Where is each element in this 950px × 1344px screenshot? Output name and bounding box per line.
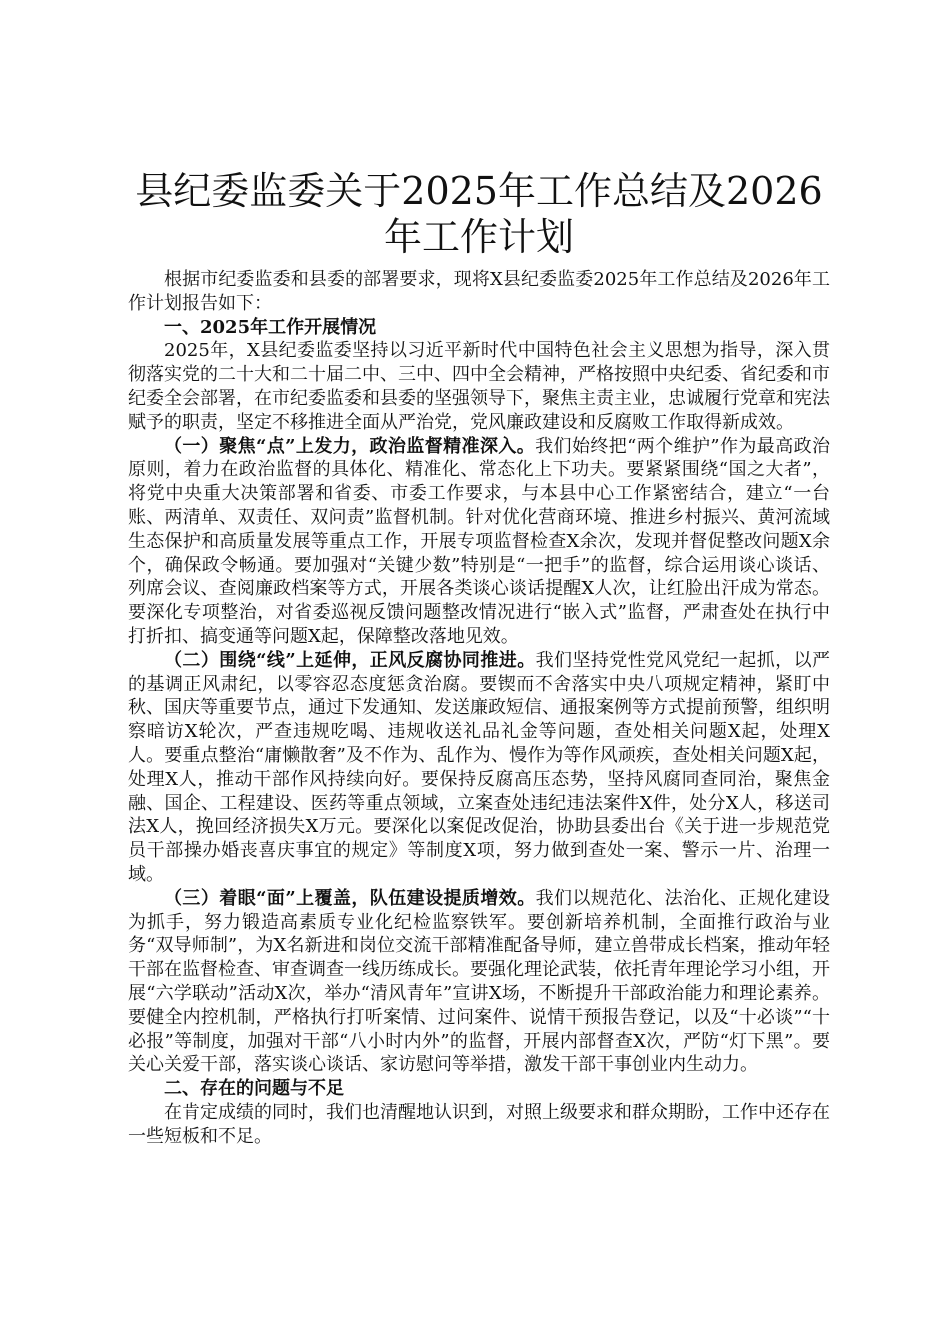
section-heading-1: 一、2025年工作开展情况 [164, 316, 377, 338]
item-paragraph-3 [128, 887, 830, 1077]
item-text-2: 我们坚持党性党风党纪一起抓，以严的基调正风肃纪，以零容忍态度惩贪治腐。要锲而不舍落实中央八项规定精神，紧盯中秋、国庆等重要节点，通过下发通知、发送廉政短信、通报案例等方式提前预警，组织明察暗访X轮次，严查违规吃喝、违规收送礼品礼金等问题，查处相关问题X起，处理X人。要重点整治“庸懒散奢”及不作为、乱作为、慢作为等作风顽疾，查处相关问题X起，处理X人，推动干部作风持续向好。要保持反腐高压态势，坚持风腐同查同治，聚焦金融、国企、工程建设、医药等重点领域，立案查处违纪违法案件X件，处分X人，移送司法X人，挽回经济损失X万元。要深化以案促改促治，协助县委出台《关于进一步规范党员干部操办婚丧喜庆事宜的规定》等制度X项，努力做到查处一案、警示一片、治理一域。 [128, 649, 830, 885]
document-page [128, 168, 830, 1148]
item-lead-2: （二）围绕“线”上延伸，正风反腐协同推进。 [164, 649, 536, 671]
section-1-paragraph: 2025年，X县纪委监委坚持以习近平新时代中国特色社会主义思想为指导，深入贯彻落实党的二十大和二十届二中、三中、四中全会精神，严格按照中央纪委、省纪委和市纪委全会部署，在市纪委监委和县委的坚强领导下，聚焦主责主业，忠诚履行党章和宪法赋予的职责，坚定不移推进全面从严治党，党风廉政建设和反腐败工作取得新成效。 [128, 340, 830, 433]
item-lead-3: （三）着眼“面”上覆盖，队伍建设提质增效。 [164, 887, 536, 909]
item-text-3: 我们以规范化、法治化、正规化建设为抓手，努力锻造高素质专业化纪检监察铁军。要创新培养机制，全面推行政治与业务“双导师制”，为X名新进和岗位交流干部精准配备导师，建立兽带成长档案，推动年轻干部在监督检查、审查调查一线历练成长。要强化理论武装，依托青年理论学习小组，开展“六学联动”活动X次，举办“清风青年”宣讲X场，不断提升干部政治能力和理论素养。要健全内控机制，严格执行打听案情、过问案件、说情干预报告登记，以及“十必谈”“十必报”等制度，加强对干部“八小时内外”的监督，开展内部督查X次，严防“灯下黑”。要关心关爱干部，落实谈心谈话、家访慰问等举措，激发干部干事创业内生动力。 [128, 887, 830, 1076]
item-paragraph-1 [128, 435, 830, 649]
item-lead-1: （一）聚焦“点”上发力，政治监督精准深入。 [164, 435, 536, 457]
document-title: 县纪委监委关于2025年工作总结及2026年工作计划 [135, 169, 823, 259]
section-2-paragraph: 在肯定成绩的同时，我们也清醒地认识到，对照上级要求和群众期盼，工作中还存在一些短板和不足。 [128, 1101, 830, 1147]
item-text-1: 我们始终把“两个维护”作为最高政治原则，着力在政治监督的具体化、精准化、常态化上下功夫。要紧紧围绕“国之大者”，将党中央重大决策部署和省委、市委工作要求，与本县中心工作紧密结合，建立“一台账、两清单、双责任、双问责”监督机制。针对优化营商环境、推进乡村振兴、黄河流域生态保护和高质量发展等重点工作，开展专项监督检查X余次，发现并督促整改问题X余个，确保政令畅通。要加强对“关键少数”特别是“一把手”的监督，综合运用谈心谈话、列席会议、查阅廉政档案等方式，开展各类谈心谈话提醒X人次，让红脸出汗成为常态。要深化专项整治，对省委巡视反馈问题整改情况进行“嵌入式”监督，严肃查处在执行中打折扣、搞变通等问题X起，保障整改落地见效。 [128, 435, 830, 647]
item-paragraph-2 [128, 649, 830, 887]
section-heading-2: 二、存在的问题与不足 [164, 1078, 344, 1100]
intro-paragraph: 根据市纪委监委和县委的部署要求，现将X县纪委监委2025年工作总结及2026年工作计划报告如下： [128, 269, 830, 314]
